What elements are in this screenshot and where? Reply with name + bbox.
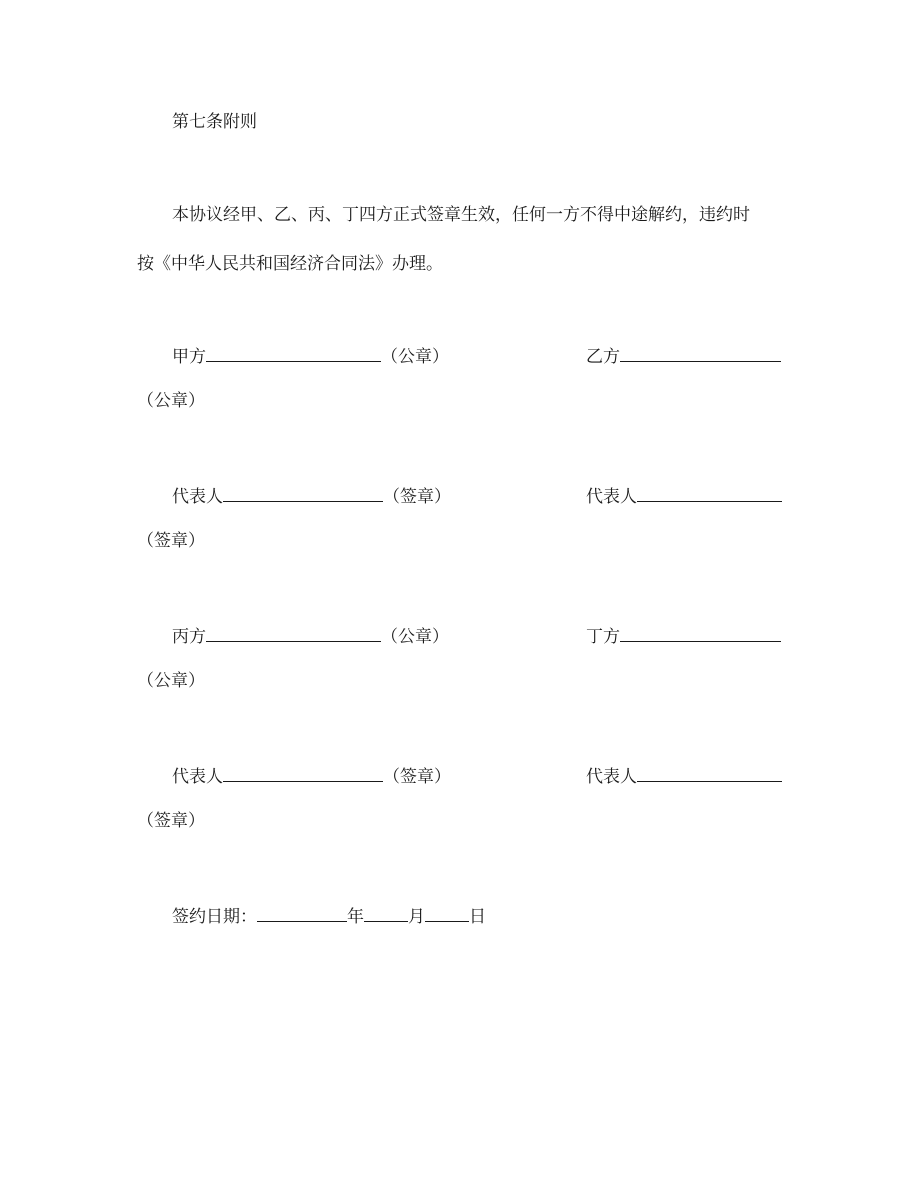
rep-b-blank[interactable]: [637, 485, 782, 502]
rep-c-label: 代表人: [172, 767, 223, 787]
rep-a-blank[interactable]: [223, 485, 383, 502]
party-b-blank[interactable]: [620, 345, 781, 362]
party-b-row: [586, 345, 781, 367]
party-d-label: 丁方: [586, 627, 620, 647]
rep-b-row: [586, 485, 782, 507]
rep-c-blank[interactable]: [223, 765, 383, 782]
rep-c-row: [172, 765, 451, 787]
article-heading: 第七条附则: [172, 112, 257, 132]
signing-date-row: [172, 905, 486, 927]
date-month-blank[interactable]: [364, 905, 408, 922]
rep-a-label: 代表人: [172, 487, 223, 507]
rep-d-blank[interactable]: [637, 765, 782, 782]
signing-date-label: 签约日期：: [172, 907, 257, 927]
party-d-blank[interactable]: [620, 625, 781, 642]
rep-b-label: 代表人: [586, 487, 637, 507]
rep-a-seal: （签章）: [383, 487, 451, 507]
party-c-label: 丙方: [172, 627, 206, 647]
rep-b-seal: （签章）: [137, 531, 205, 551]
party-a-label: 甲方: [172, 347, 206, 367]
party-b-label: 乙方: [586, 347, 620, 367]
party-a-blank[interactable]: [206, 345, 381, 362]
rep-d-row: [586, 765, 782, 787]
article-paragraph-line-2: 按《中华人民共和国经济合同法》办理。: [137, 254, 443, 274]
party-b-seal: （公章）: [137, 391, 205, 411]
date-month-label: 月: [408, 907, 425, 927]
rep-c-seal: （签章）: [383, 767, 451, 787]
party-a-row: [172, 345, 449, 367]
party-c-seal: （公章）: [381, 627, 449, 647]
rep-d-seal: （签章）: [137, 811, 205, 831]
party-d-seal: （公章）: [137, 671, 205, 691]
party-c-row: [172, 625, 449, 647]
rep-a-row: [172, 485, 451, 507]
party-c-blank[interactable]: [206, 625, 381, 642]
rep-d-label: 代表人: [586, 767, 637, 787]
date-day-blank[interactable]: [425, 905, 469, 922]
date-year-label: 年: [347, 907, 364, 927]
date-day-label: 日: [469, 907, 486, 927]
party-a-seal: （公章）: [381, 347, 449, 367]
date-year-blank[interactable]: [257, 905, 347, 922]
article-paragraph-line-1: 本协议经甲、乙、丙、丁四方正式签章生效，任何一方不得中途解约，违约时: [172, 205, 750, 225]
party-d-row: [586, 625, 781, 647]
